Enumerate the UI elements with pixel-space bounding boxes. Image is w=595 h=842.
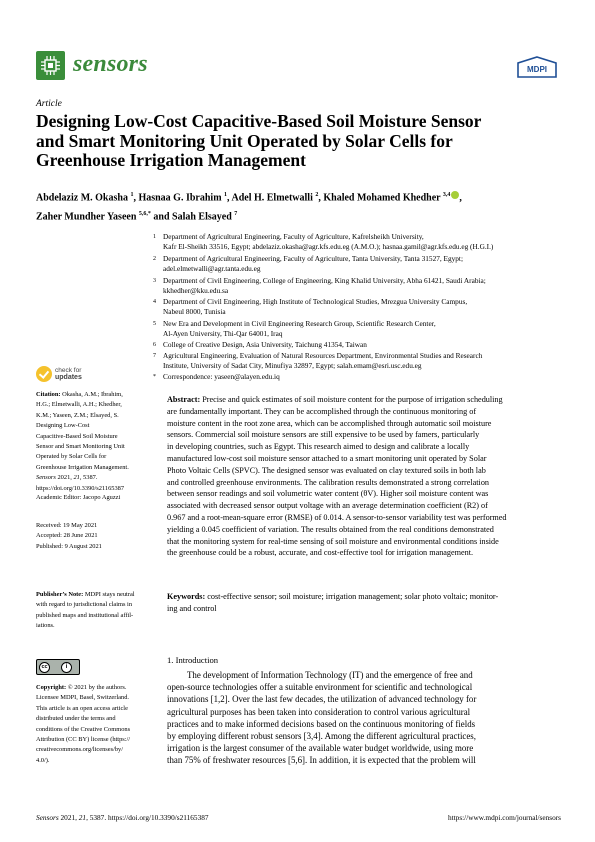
copyright-line: distributed under the terms and — [36, 715, 116, 723]
footer-doi-link[interactable]: , 5387. https://doi.org/10.3390/s21165387 — [86, 813, 209, 822]
copyright-line: Licensee MDPI, Basel, Switzerland. — [36, 694, 129, 702]
author-name[interactable]: Abdelaziz M. Okasha — [36, 192, 128, 204]
citation-block — [36, 390, 154, 494]
intro-line: than 75% of freshwater resources [5,6]. In addition, it is expected that the problem will — [167, 755, 476, 766]
check-for-updates-badge[interactable] — [36, 366, 116, 384]
copyright-line: conditions of the Creative Commons — [36, 725, 131, 733]
affiliation-line: Department of Agricultural Engineering, Faculty of Agriculture, Tanta University, Tanta 31527, Egypt; — [163, 254, 463, 263]
author-name[interactable]: Khaled Mohamed Khedher — [323, 192, 441, 204]
affiliation-line: Department of Civil Engineering, College of Engineering, King Khalid University, Abha 61421, Saudi Arabia; — [163, 276, 486, 285]
copyright-block — [36, 683, 154, 766]
mdpi-logo — [516, 56, 558, 78]
accepted-date: Accepted: 28 June 2021 — [36, 532, 98, 540]
author-affiliation-sup: 1 — [130, 192, 134, 198]
abstract-label: Abstract: — [167, 395, 201, 404]
abstract-line: and controlled greenhouse environments. The calibration results demonstrated a strong correlation — [167, 477, 490, 487]
intro-line: practices and to make informed decisions based on the continuous monitoring of fields — [167, 718, 476, 729]
title-line: Designing Low-Cost Capacitive-Based Soil Moisture Sensor — [36, 111, 482, 131]
intro-line: innovations [1,2]. Over the last few decades, the utilization of advanced technology for — [167, 694, 477, 705]
citation-line: Capacitive-Based Soil Moisture — [36, 432, 118, 440]
journal-name: sensors — [73, 51, 148, 77]
abstract-line: Precise and quick estimates of soil moisture content for the purpose of irrigation scheduling — [200, 395, 503, 404]
affiliation-number: 6 — [153, 342, 156, 348]
check-updates-text: updates — [55, 374, 82, 381]
published-date: Published: 9 August 2021 — [36, 542, 102, 550]
citation-line: Greenhouse Irrigation Management. — [36, 463, 129, 471]
intro-line: agricultural purposes has been taken into consideration to control various agricultural — [167, 706, 471, 717]
intro-line: The development of Information Technology (IT) and the emergence of free and — [187, 670, 473, 680]
affiliation-number: 2 — [153, 256, 156, 262]
citation-line: Okasha, A.M.; Ibrahim, — [60, 391, 123, 398]
publication-dates — [36, 521, 154, 552]
affiliation-line: Nabeul 8000, Tunisia — [163, 307, 226, 317]
citation-line: H.G.; Elmetwalli, A.H.; Khedher, — [36, 401, 122, 409]
affiliation-number: 4 — [153, 299, 156, 305]
keywords-line: cost-effective sensor; soil moisture; irrigation management; solar photo voltaic; monitor- — [205, 592, 499, 601]
affiliation-number: 1 — [153, 234, 156, 240]
intro-line: by employing different robust sensors [3,4]. Among the different agricultural practices, — [167, 731, 476, 742]
affiliation-number: 7 — [153, 353, 156, 359]
citation-line: Designing Low-Cost — [36, 422, 90, 430]
copyright-label: Copyright: — [36, 684, 67, 691]
publisher-note-line: with regard to jurisdictional claims in — [36, 601, 133, 609]
title-line: and Smart Monitoring Unit Operated by Solar Cells for — [36, 130, 453, 151]
footer-citation — [36, 813, 209, 822]
citation-journal: Sensors — [36, 474, 56, 482]
footer-volume: 21 — [78, 813, 87, 822]
title-line: Greenhouse Irrigation Management — [36, 150, 306, 170]
affiliation — [153, 340, 563, 350]
abstract-line: in developing countries, such as Egypt. This research aimed to design and calibrate a locally — [167, 442, 470, 452]
author-affiliation-sup: 5,6,* — [138, 211, 151, 218]
author-name[interactable]: Adel H. Elmetwalli — [231, 192, 313, 204]
cc-icon: cc — [39, 662, 50, 673]
abstract-line: that the monitoring system for real-time sensing of soil moisture and environmental conditions inside — [167, 536, 499, 546]
affiliation-line: Institute, University of Sadat City, Minufiya 32897, Egypt; salah.emam@esri.usc.edu.eg — [163, 361, 422, 371]
introduction-body — [167, 669, 561, 767]
author-affiliation-sup: 1 — [224, 192, 228, 198]
affiliation — [153, 254, 563, 275]
check-updates-text: check for — [55, 367, 82, 374]
affiliation — [153, 351, 563, 372]
publisher-note-line: iations. — [36, 622, 55, 630]
academic-editor: Academic Editor: Jacopo Aguzzi — [36, 494, 121, 501]
keywords-label: Keywords: — [167, 592, 206, 601]
abstract-line: the greenhouse could be a robust, accurate, and cost-effective tool for irrigation management. — [167, 548, 474, 558]
citation-line: K.M.; Yaseen, Z.M.; Elsayed, S. — [36, 411, 119, 419]
abstract-line: yielding a 0.045 coefficient of variation. The results obtained from the real conditions demonstrated — [167, 524, 494, 534]
creative-commons-logo[interactable] — [36, 659, 80, 675]
abstract-line: moisture content in the root zone area, which can be accomplished through automatic soil moisture — [167, 418, 492, 428]
author-name[interactable]: Hasnaa G. Ibrahim — [138, 192, 222, 204]
affiliation — [153, 319, 563, 340]
correspondence — [153, 372, 563, 382]
intro-line: irrigation is the largest consumer of the available water budget worldwide, using more — [167, 743, 474, 754]
affiliation-line: College of Creative Design, Asia University, Taichung 41354, Taiwan — [163, 340, 367, 349]
citation-volume: 21 — [73, 474, 80, 482]
footer-year: 2021, — [58, 813, 79, 822]
affiliation-number: 3 — [153, 278, 156, 284]
author-affiliation-sup: 2 — [315, 192, 319, 198]
affiliation-line: kkhedher@kku.edu.sa — [163, 286, 229, 296]
copyright-line: 4.0/). — [36, 756, 50, 764]
copyright-line: creativecommons.org/licenses/by/ — [36, 746, 124, 754]
orcid-icon[interactable] — [451, 191, 459, 199]
affiliation-number: 5 — [153, 321, 156, 327]
publisher-note-label: Publisher’s Note: — [36, 591, 84, 598]
affiliation-line: adel.elmetwalli@agr.tanta.edu.eg — [163, 264, 261, 274]
keywords-line: ing and control — [167, 603, 217, 613]
affiliation-number: * — [153, 374, 156, 380]
received-date: Received: 19 May 2021 — [36, 522, 98, 529]
author-name[interactable]: Salah Elsayed — [172, 211, 232, 223]
affiliation-line: Kafr El-Sheikh 33516, Egypt; abdelaziz.okasha@agr.kfs.edu.eg (A.M.O.); hasnaa.gamil@agr.kfs.edu.eg (H.G.I.) — [163, 242, 494, 252]
abstract-line: Photo Voltaic Cells (SPVC). The designed sensor was evaluated on clay textured soils in both lab — [167, 465, 486, 475]
abstract-line: 0.967 and a root-mean-square error (RMSE) of 0.014. A sensor-to-sensor variability test was performed — [167, 512, 507, 522]
abstract-line: between sensor readings and soil volumetric water content (θV). Higher soil moisture content was — [167, 489, 489, 499]
affiliation-line: Correspondence: yaseen@alayen.edu.iq — [163, 372, 280, 381]
citation-line: Operated by Solar Cells for — [36, 453, 107, 461]
citation-year: 2021, — [55, 474, 74, 482]
citation-pages: , 5387. — [79, 474, 98, 482]
abstract-line: associated with decreased sensor output voltage with an average determination coefficient (R2) of — [167, 501, 488, 511]
affiliation-line: Al-Ayen University, Thi-Qar 64001, Iraq — [163, 329, 283, 339]
article-type: Article — [36, 99, 62, 109]
abstract-line: manufactured low-cost soil moisture sensor attached to a smart monitoring unit operated by Solar — [167, 453, 487, 463]
footer-journal-url[interactable]: https://www.mdpi.com/journal/sensors — [447, 813, 561, 822]
circuit-chip-icon — [40, 55, 61, 76]
copyright-line: Attribution (CC BY) license (https:// — [36, 736, 131, 744]
author-affiliation-sup: 7 — [234, 211, 238, 218]
abstract-line: are fundamentally important. They can be accomplished through the continuous monitoring of — [167, 406, 477, 416]
citation-doi-link[interactable]: https://doi.org/10.3390/s21165387 — [36, 484, 125, 492]
affiliation-line: New Era and Development in Civil Engineering Research Group, Scientific Research Center, — [163, 319, 436, 328]
attribution-icon: i — [61, 662, 72, 673]
citation-line: Sensor and Smart Monitoring Unit — [36, 443, 125, 451]
affiliation — [153, 297, 563, 318]
affiliation — [153, 276, 563, 297]
intro-line: open-source technologies offer a suitable environment for scientific and technological — [167, 682, 473, 693]
check-icon — [36, 366, 52, 382]
keywords — [167, 591, 561, 615]
abstract — [167, 394, 561, 559]
author-affiliation-sup: 3,4 — [442, 192, 451, 198]
publisher-note-line: MDPI stays neutral — [83, 591, 135, 598]
author-list: Abdelaziz M. Okasha $^1$, Hasnaa G. Ibrahim $^1$, Adel H. Elmetwalli $^2$, Khaled Mohamed Khedher $^{3,4}$ , Zaher Mundher Yaseen $^{5,6,*}$ and Salah Elsayed $^7$ — [36, 192, 462, 223]
footer-journal: Sensors — [36, 813, 59, 822]
affiliation — [153, 232, 563, 253]
publisher-note — [36, 590, 154, 632]
article-title — [36, 112, 561, 171]
copyright-line: © 2021 by the authors. — [66, 684, 127, 691]
abstract-line: sensors. Commercial soil moisture sensors are still expensive to be used by famers, particularly — [167, 430, 480, 440]
citation-label: Citation: — [36, 391, 61, 398]
affiliation-line: Department of Civil Engineering, High Institute of Technological Studies, Mrezgua University Campus, — [163, 297, 468, 306]
section-title: 1. Introduction — [167, 655, 219, 665]
journal-logo — [36, 51, 65, 80]
copyright-line: This article is an open access article — [36, 704, 128, 712]
author-name[interactable]: Zaher Mundher Yaseen — [36, 211, 137, 223]
mdpi-logo-text: MDPI — [527, 65, 547, 74]
author-conjunction: and — [153, 211, 170, 223]
publisher-note-line: published maps and institutional affil- — [36, 611, 134, 619]
affiliation-line: Department of Agricultural Engineering, Faculty of Agriculture, Kafrelsheikh University, — [163, 232, 424, 241]
affiliation-line: Agricultural Engineering, Evaluation of Natural Resources Department, Environmental Studies and Research — [163, 351, 483, 360]
